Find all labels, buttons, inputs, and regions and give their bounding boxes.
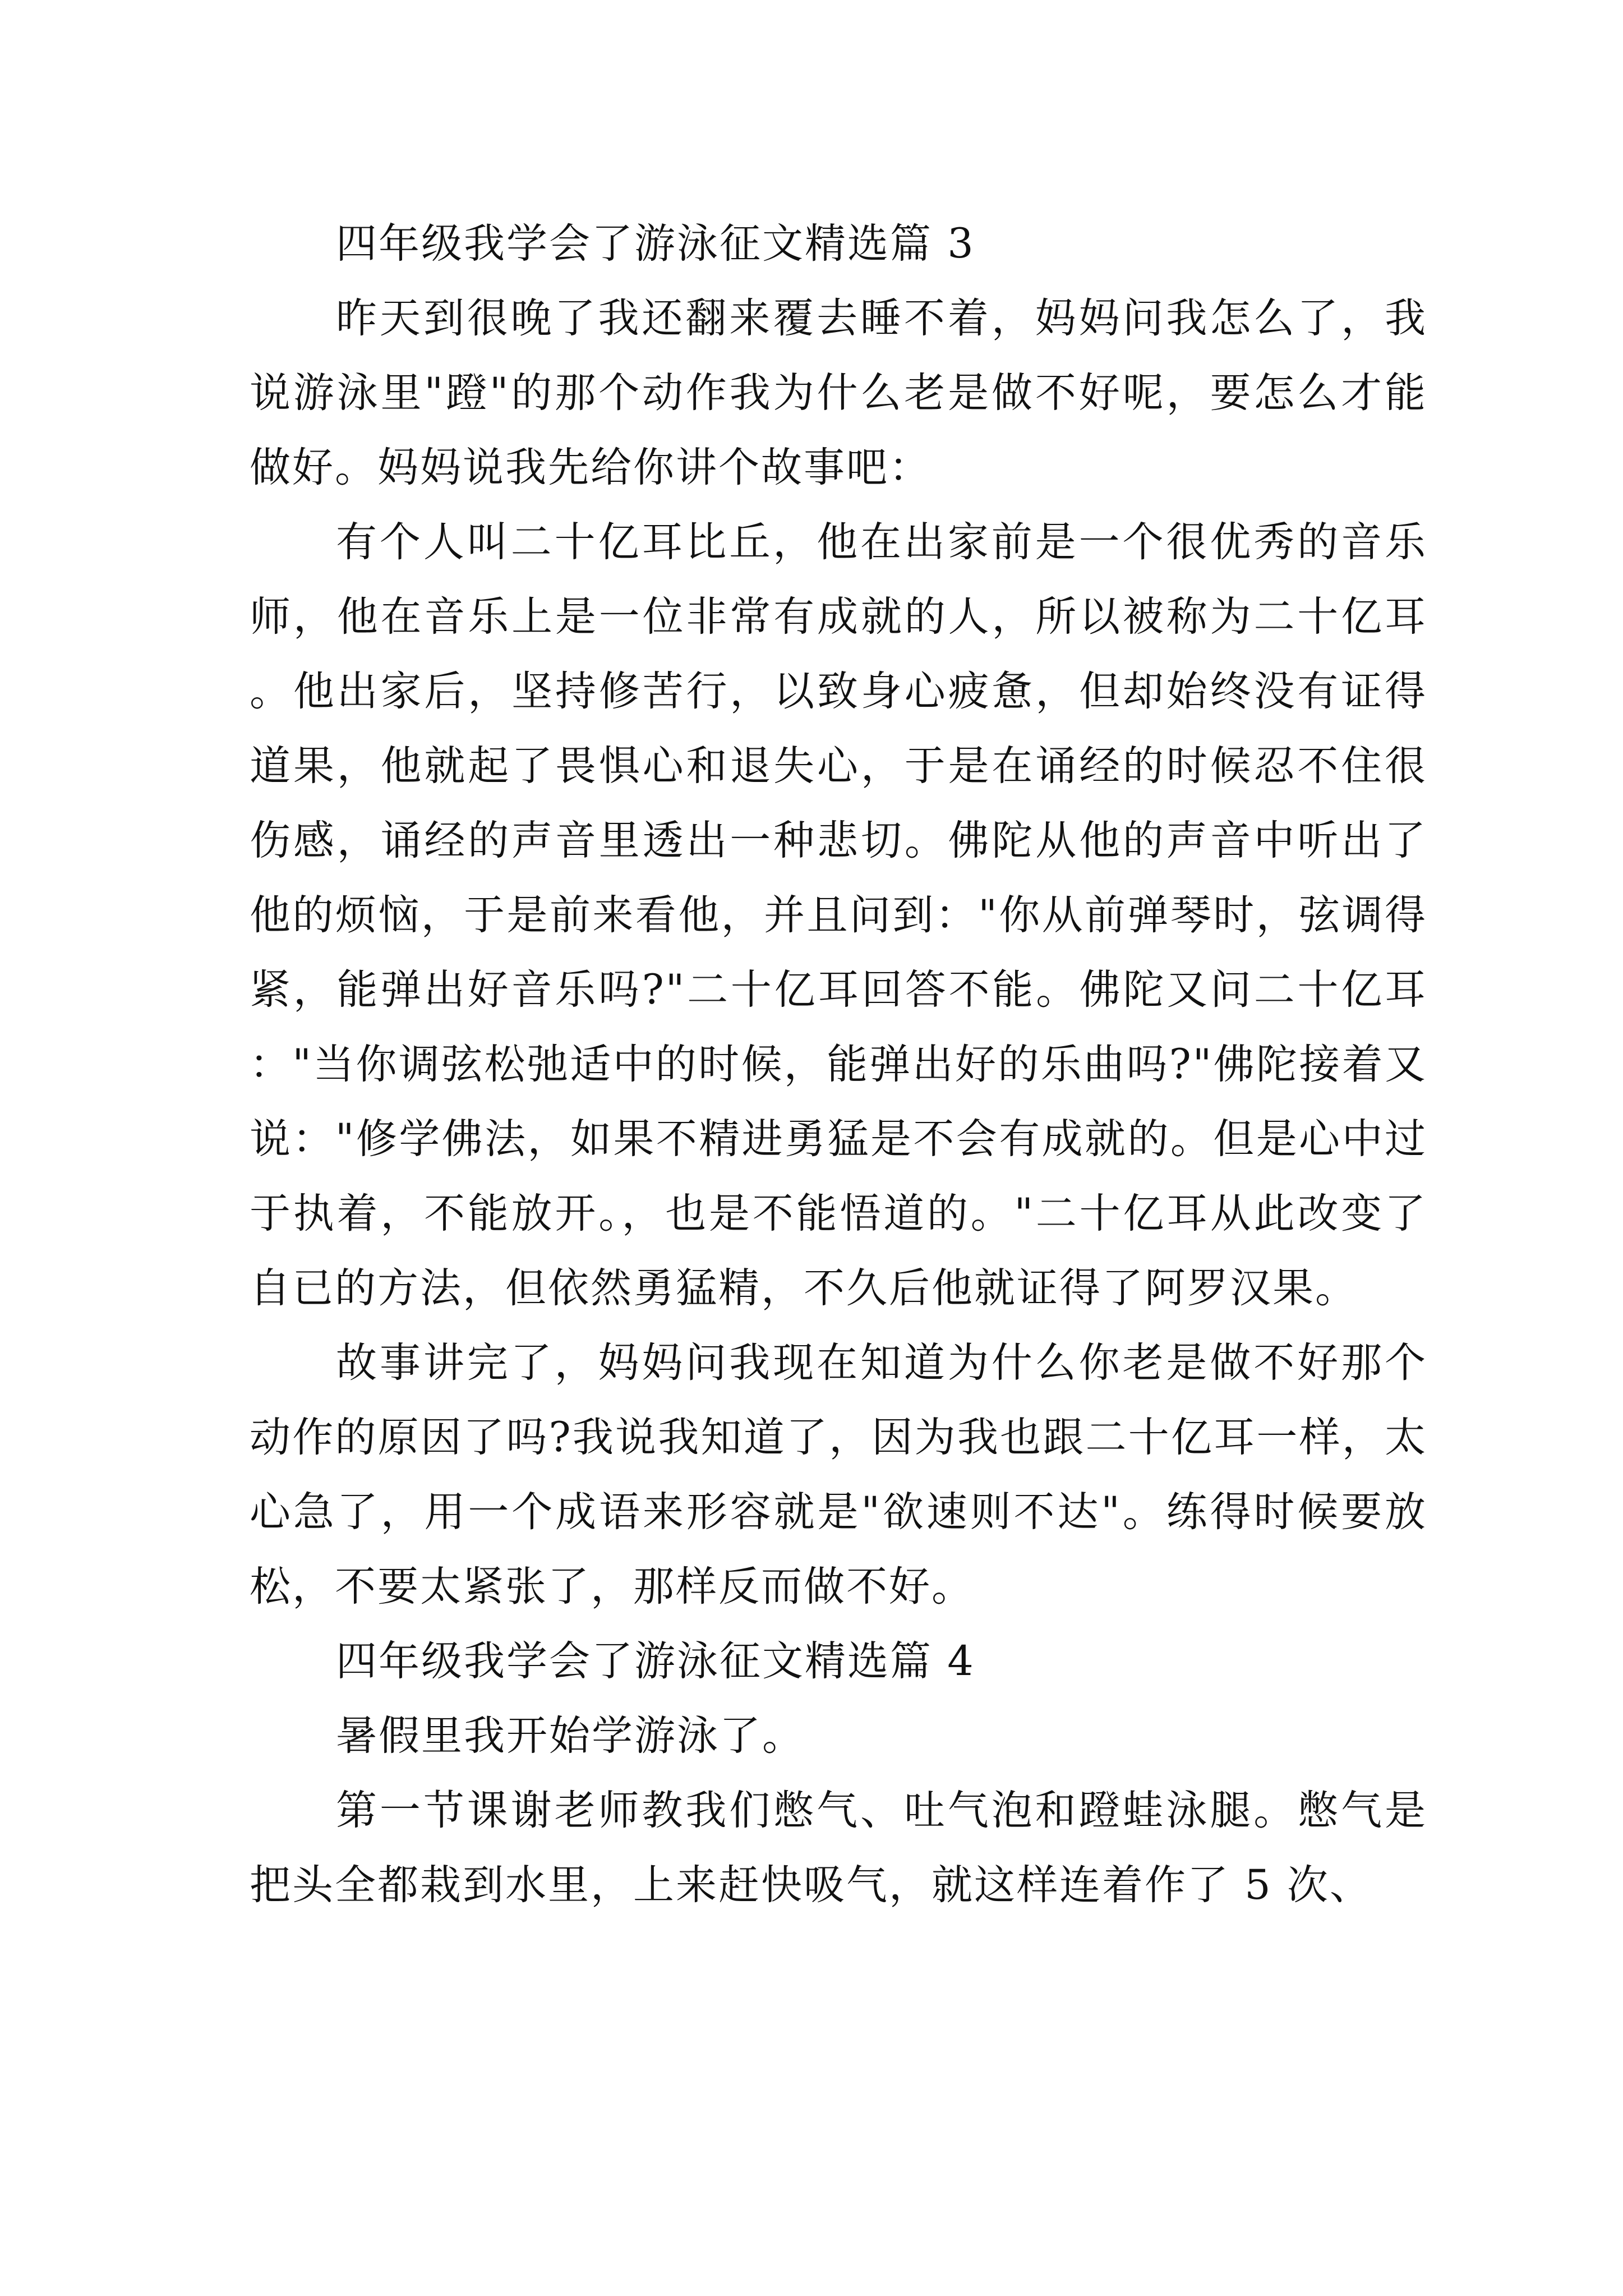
paragraph: 昨天到很晚了我还翻来覆去睡不着，妈妈问我怎么了，我说游泳里"蹬"的那个动作我为什么老是做不好呢，要怎么才能做好。妈妈说我先给你讲个故事吧： <box>250 295 1427 491</box>
paragraph: 第一节课谢老师教我们憋气、吐气泡和蹬蛙泳腿。憋气是把头全都栽到水里，上来赶快吸气，就这样连着作了 5 次、 <box>250 1787 1427 1909</box>
paragraph: 暑假里我开始学游泳了。 <box>336 1712 805 1760</box>
section-heading-3: 四年级我学会了游泳征文精选篇 3 <box>336 220 975 268</box>
document-body <box>250 206 1427 1922</box>
section-heading-4: 四年级我学会了游泳征文精选篇 4 <box>336 1637 975 1685</box>
paragraph: 有个人叫二十亿耳比丘，他在出家前是一个很优秀的音乐师，他在音乐上是一位非常有成就的人，所以被称为二十亿耳。他出家后，坚持修苦行，以致身心疲惫，但却始终没有证得道果，他就起了畏惧心和退失心，于是在诵经的时候忍不住很伤感，诵经的声音里透出一种悲切。佛陀从他的声音中听出了他的烦恼，于是前来看他，并且问到："你从前弹琴时，弦调得紧，能弹出好音乐吗?"二十亿耳回答不能。佛陀又问二十亿耳："当你调弦松弛适中的时候，能弹出好的乐曲吗?"佛陀接着又说："修学佛法，如果不精进勇猛是不会有成就的。但是心中过于执着，不能放开。，也是不能悟道的。"二十亿耳从此改变了自已的方法，但依然勇猛精，不久后他就证得了阿罗汉果。 <box>250 518 1427 1312</box>
paragraph: 故事讲完了，妈妈问我现在知道为什么你老是做不好那个动作的原因了吗?我说我知道了，因为我也跟二十亿耳一样，太心急了，用一个成语来形容就是"欲速则不达"。练得时候要放松，不要太紧张了，那样反而做不好。 <box>250 1339 1427 1611</box>
